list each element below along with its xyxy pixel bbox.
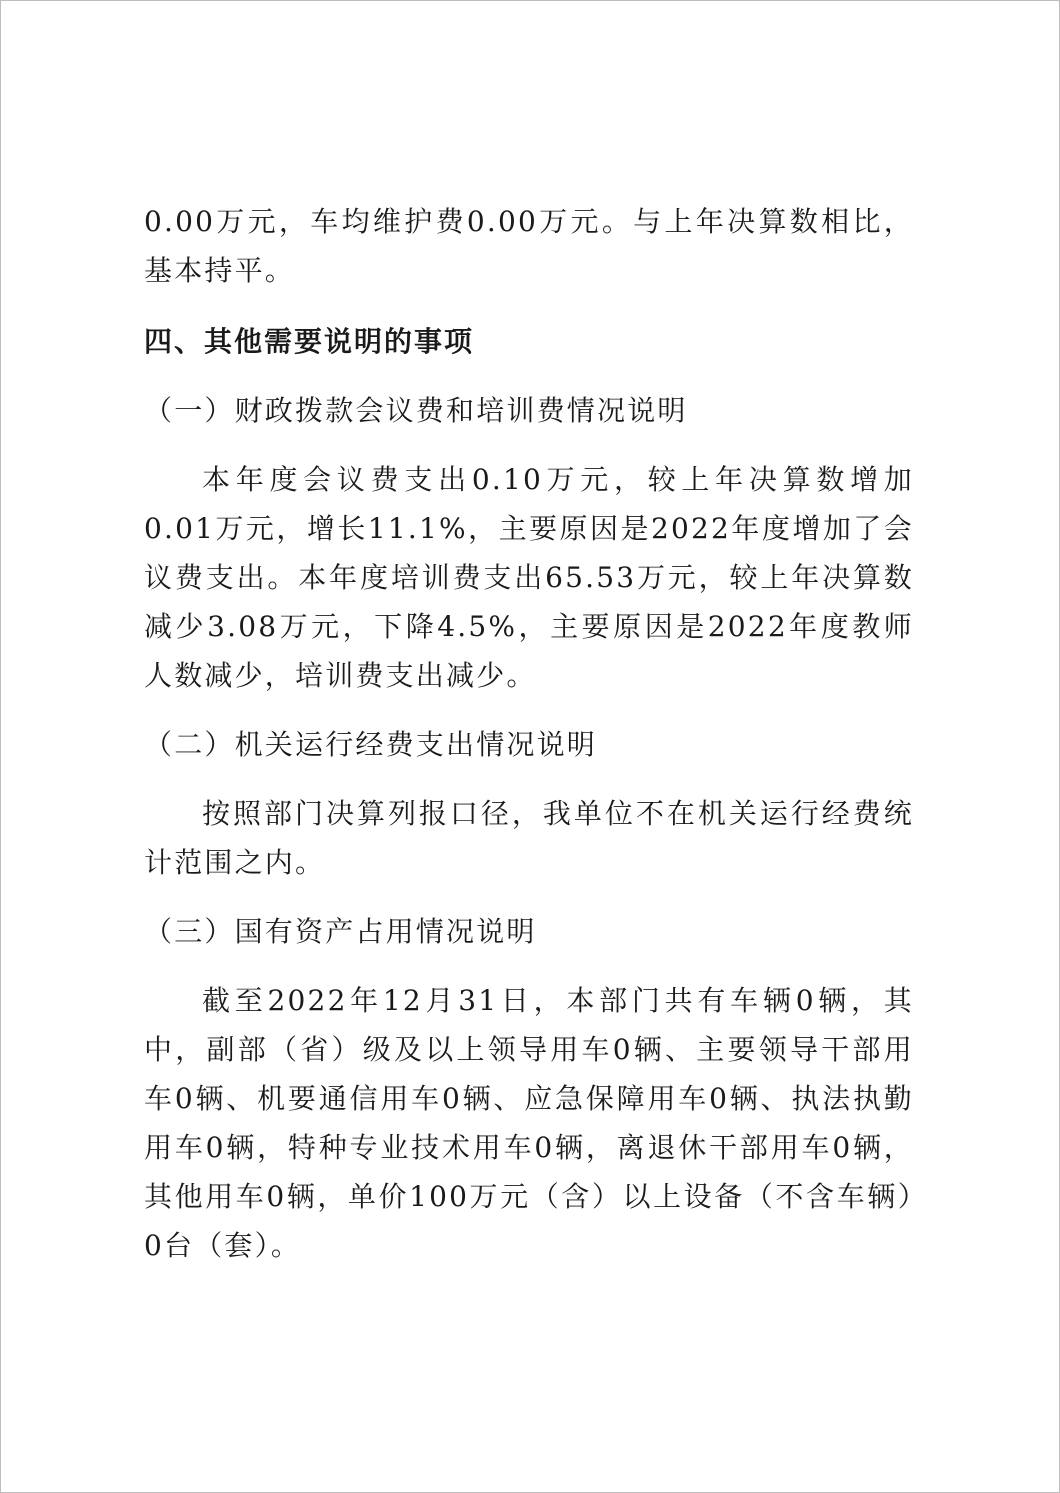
spacer [144,295,914,317]
intro-paragraph: 0.00万元，车均维护费0.00万元。与上年决算数相比，基本持平。 [144,205,914,287]
spacer [144,366,914,386]
subsection-one-title: （一）财政拨款会议费和培训费情况说明 [144,394,688,427]
spacer [144,956,914,976]
subsection-two-title: （二）机关运行经费支出情况说明 [144,728,598,761]
spacer [144,435,914,455]
spacer [144,769,914,789]
subsection-two-body: 按照部门决算列报口径，我单位不在机关运行经费统计范围之内。 [144,797,914,879]
subsection-three-body: 截至2022年12月31日，本部门共有车辆0辆，其中，副部（省）级及以上领导用车0辆、主要领导干部用车0辆、机要通信用车0辆、应急保障用车0辆、执法执勤用车0辆，特种专业技术用车0辆，离退休干部用车0辆，其他用车0辆，单价100万元（含）以上设备（不含车辆）0台（套）。 [144,984,914,1262]
spacer [144,700,914,720]
section-four-title: 四、其他需要说明的事项 [144,325,475,358]
subsection-three-title: （三）国有资产占用情况说明 [144,915,537,948]
spacer [144,887,914,907]
subsection-one-body: 本年度会议费支出0.10万元，较上年决算数增加0.01万元，增长11.1%，主要原因是2022年度增加了会议费支出。本年度培训费支出65.53万元，较上年决算数减少3.08万元，下降4.5%，主要原因是2022年度教师人数减少，培训费支出减少。 [144,463,914,692]
document-body [144,197,914,1270]
